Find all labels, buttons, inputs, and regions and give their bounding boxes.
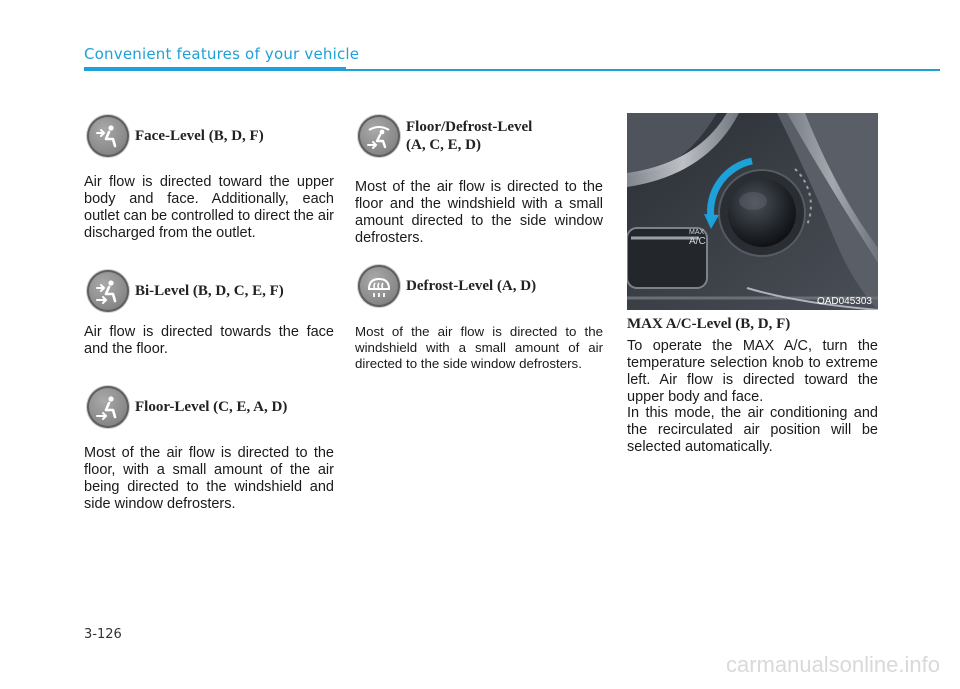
- floor-defrost-title-line2: (A, C, E, D): [406, 137, 481, 153]
- header-rule-thin: [346, 69, 940, 71]
- floor-defrost-level-title: [406, 118, 532, 154]
- face-level-icon: [87, 115, 129, 157]
- knob-label-ac: A/C: [689, 236, 706, 247]
- max-ac-text-1: To operate the MAX A/C, turn the temperature selection knob to extreme left. Air flow is directed toward the upper body and face.: [627, 338, 878, 405]
- floor-defrost-title-line1: Floor/Defrost-Level: [406, 119, 533, 135]
- floor-defrost-icon: [358, 115, 400, 157]
- bi-level-icon: [87, 270, 129, 312]
- max-ac-text-2: In this mode, the air conditioning and the recirculated air position will be selected automatically.: [627, 405, 878, 455]
- floor-level-heading: [87, 386, 287, 428]
- max-ac-knob-photo: [627, 113, 878, 310]
- defrost-level-title: Defrost-Level (A, D): [406, 278, 537, 294]
- face-level-text: Air flow is directed toward the upper body and face. Additionally, each outlet can be controlled to direct the air discharged from the outlet.: [84, 174, 334, 241]
- floor-level-title: Floor-Level (C, E, A, D): [135, 399, 288, 415]
- knob-label-max: MAX: [689, 229, 705, 236]
- defrost-level-text: Most of the air flow is directed to the windshield with a small amount of air directed to the side window defrosters.: [355, 324, 603, 371]
- defrost-icon: [358, 265, 400, 307]
- bi-level-heading: [87, 270, 284, 312]
- max-ac-level-heading: [627, 315, 790, 333]
- watermark: carmanualsonline.info: [725, 652, 940, 677]
- bi-level-title: Bi-Level (B, D, C, E, F): [135, 283, 284, 299]
- floor-defrost-level-text: Most of the air flow is directed to the floor and the windshield with a small amount directed to the side window defrosters.: [355, 179, 603, 246]
- floor-level-icon: [87, 386, 129, 428]
- section-title: Convenient features of your vehicle: [84, 45, 360, 63]
- face-level-title: Face-Level (B, D, F): [135, 128, 264, 144]
- photo-caption: OAD045303: [816, 296, 872, 307]
- floor-level-text: Most of the air flow is directed to the floor, with a small amount of the air being directed to the windshield and side window defrosters.: [84, 445, 334, 512]
- floor-defrost-level-heading: [358, 115, 532, 157]
- header-rule: [84, 67, 346, 71]
- face-level-heading: [87, 115, 264, 157]
- page-number: 3-126: [84, 627, 122, 642]
- defrost-level-heading: [358, 265, 536, 307]
- bi-level-text: Air flow is directed towards the face and the floor.: [84, 324, 334, 357]
- max-ac-level-title: MAX A/C-Level (B, D, F): [627, 316, 791, 332]
